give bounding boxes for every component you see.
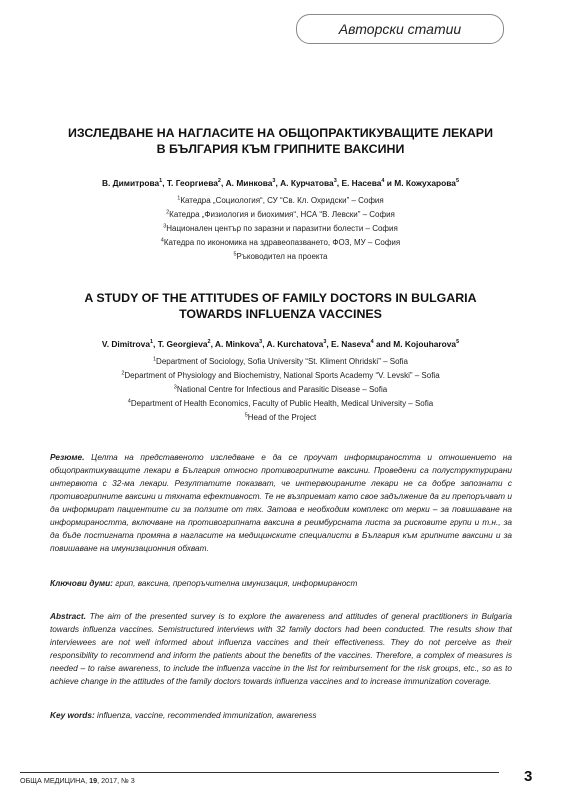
bg-title-line-1: ИЗСЛЕДВАНЕ НА НАГЛАСИТЕ НА ОБЩОПРАКТИКУВАЩИТЕ ЛЕКАРИ (68, 126, 493, 140)
en-affiliations (20, 355, 541, 425)
affiliation-text: Катедра по икономика на здравеопазването, ФОЗ, МУ – София (163, 238, 401, 247)
affiliation-mark: 4 (127, 398, 131, 405)
bg-affiliations (20, 194, 541, 264)
bg-abstract-label: Резюме. (50, 452, 85, 462)
affiliation-mark: 1 (177, 195, 181, 202)
footer-year-issue: , 2017, № 3 (97, 776, 135, 785)
affiliation-mark: 3 (173, 384, 177, 391)
author-affiliation-mark: 4 (370, 339, 374, 346)
affiliation-line (20, 411, 541, 425)
author-affiliation-mark: 4 (381, 178, 385, 185)
affiliation-mark: 5 (244, 412, 248, 419)
en-keywords-label: Key words: (50, 710, 95, 720)
author-name: А. Минкова (225, 178, 273, 188)
bg-keywords-label: Ключови думи: (50, 578, 113, 588)
bg-title-line-2: В БЪЛГАРИЯ КЪМ ГРИПНИТЕ ВАКСИНИ (156, 142, 405, 156)
affiliation-line (20, 208, 541, 222)
bg-abstract (50, 451, 512, 555)
en-title-line-2: TOWARDS INFLUENZA VACCINES (179, 307, 382, 321)
en-keywords-text: influenza, vaccine, recommended immunization, awareness (97, 710, 317, 720)
affiliation-line (20, 397, 541, 411)
author-name: В. Димитрова (101, 178, 160, 188)
en-abstract (50, 610, 512, 688)
author-name: M. Kojouharova (393, 339, 457, 349)
affiliation-line (20, 222, 541, 236)
en-title-line-1: A STUDY OF THE ATTITUDES OF FAMILY DOCTORS IN BULGARIA (84, 291, 477, 305)
section-label: Авторски статии (296, 14, 504, 44)
affiliation-line (20, 369, 541, 383)
footer-citation (20, 776, 135, 785)
en-article-title (20, 290, 541, 322)
affiliation-text: Department of Sociology, Sofia University “St. Kliment Ohridski” – Sofia (156, 357, 408, 366)
author-name: V. Dimitrova (101, 339, 150, 349)
affiliation-line (20, 194, 541, 208)
affiliation-text: Катедра „Социология“, СУ “Св. Кл. Охридски” – София (180, 196, 384, 205)
author-affiliation-mark: 1 (149, 339, 154, 346)
affiliation-text: Катедра „Физиология и биохимия“, НСА “В. Левски” – София (169, 210, 395, 219)
author-name: М. Кожухарова (394, 178, 456, 188)
author-name: A. Kurchatova (266, 339, 324, 349)
footer-volume: 19 (89, 776, 98, 785)
page-number: 3 (524, 768, 533, 785)
author-name: A. Minkova (214, 339, 260, 349)
affiliation-line (20, 250, 541, 264)
author-affiliation-mark: 1 (159, 178, 163, 185)
affiliation-text: Head of the Project (247, 413, 317, 422)
affiliation-mark: 5 (233, 251, 237, 258)
affiliation-line (20, 383, 541, 397)
author-affiliation-mark: 2 (207, 339, 211, 346)
affiliation-mark: 4 (160, 237, 164, 244)
author-name: А. Курчатова (280, 178, 334, 188)
author-name: T. Georgieva (157, 339, 208, 349)
affiliation-text: Ръководител на проекта (236, 252, 328, 261)
footer-journal: ОБЩА МЕДИЦИНА, (20, 776, 88, 785)
affiliation-line (20, 355, 541, 369)
affiliation-text: Department of Physiology and Biochemistry, National Sports Academy “V. Levski” – Sofia (124, 371, 440, 380)
affiliation-text: National Centre for Infectious and Parasitic Disease – Sofia (176, 385, 388, 394)
en-abstract-text: The aim of the presented survey is to explore the awareness and attitudes of general practitioners in Bulgaria towards influenza vaccines. Semistructured interviews with 32 family doctors had been conducted. The results show that interviewees are not well informed about influenza vaccines and their effectiveness. They do not perceive as their responsibility to recommend and inform the patients about the benefits of the vaccines. Therefore, a complex of measures is needed – to raise awareness, to include the influenza vaccine in the list for reimbursement for the risk groups, etc., so as to achieve change in the attitudes of the family doctors towards influenza vaccines and to increase immunization coverage. (50, 611, 512, 686)
en-authors: V. Dimitrova$^1$, T. Georgieva$^2$, A. Minkova$^3$, A. Kurchatova$^3$, E. Naseva$^4$ and M. Kojouharova$^5$ (101, 339, 460, 349)
footer-rule (20, 772, 499, 773)
affiliation-mark: 2 (121, 370, 125, 377)
author-affiliation-mark: 3 (333, 178, 337, 185)
author-affiliation-mark: 5 (456, 339, 460, 346)
affiliation-line (20, 236, 541, 250)
bg-authors: В. Димитрова$^1$, Т. Георгиева$^2$, А. Минкова$^3$, А. Курчатова$^3$, Е. Насева$^4$ и М. Кожухарова$^5$ (101, 178, 460, 188)
author-name: Т. Георгиева (166, 178, 218, 188)
affiliation-mark: 3 (163, 223, 167, 230)
bg-article-title (20, 125, 541, 157)
author-name: E. Naseva (331, 339, 371, 349)
author-affiliation-mark: 2 (217, 178, 221, 185)
en-keywords (50, 709, 512, 722)
author-affiliation-mark: 3 (323, 339, 327, 346)
bg-keywords-text: грип, ваксина, препоръчителна имунизация, информираност (115, 578, 358, 588)
affiliation-text: Национален център по заразни и паразитни болести – София (166, 224, 398, 233)
bg-keywords (50, 577, 512, 590)
author-affiliation-mark: 5 (455, 178, 460, 185)
author-affiliation-mark: 3 (259, 339, 263, 346)
bg-abstract-text: Целта на представеното изследване е да се проучат информираността и отношението на общопрактикуващите лекари в България относно противогрипните ваксини. Проведени са полуструктурирани интервюта с 32-ма лекари. Резултатите показват, че интервюираните лекари не са добре запознати с противогрипните ваксини и тяхната ефективност. Те не възприемат като свое задължение да ги препоръчват и да информират пациентите си за ползите от тях. Затова е необходим комплекс от мерки – за повишаване на информираността, включване на противогрипната ваксина в реимбурсната листа за рисковите групи и т.н., за да бъде постигната промяна в нагласите на медицинските специалисти в България към грипните ваксини и за повишаване на имунизационния обхват. (50, 452, 512, 553)
author-name: Е. Насева (341, 178, 382, 188)
author-affiliation-mark: 3 (272, 178, 276, 185)
affiliation-text: Department of Health Economics, Faculty of Public Health, Medical University – Sofia (130, 399, 434, 408)
affiliation-mark: 1 (152, 356, 157, 363)
affiliation-mark: 2 (166, 209, 170, 216)
en-abstract-label: Abstract. (50, 611, 86, 621)
